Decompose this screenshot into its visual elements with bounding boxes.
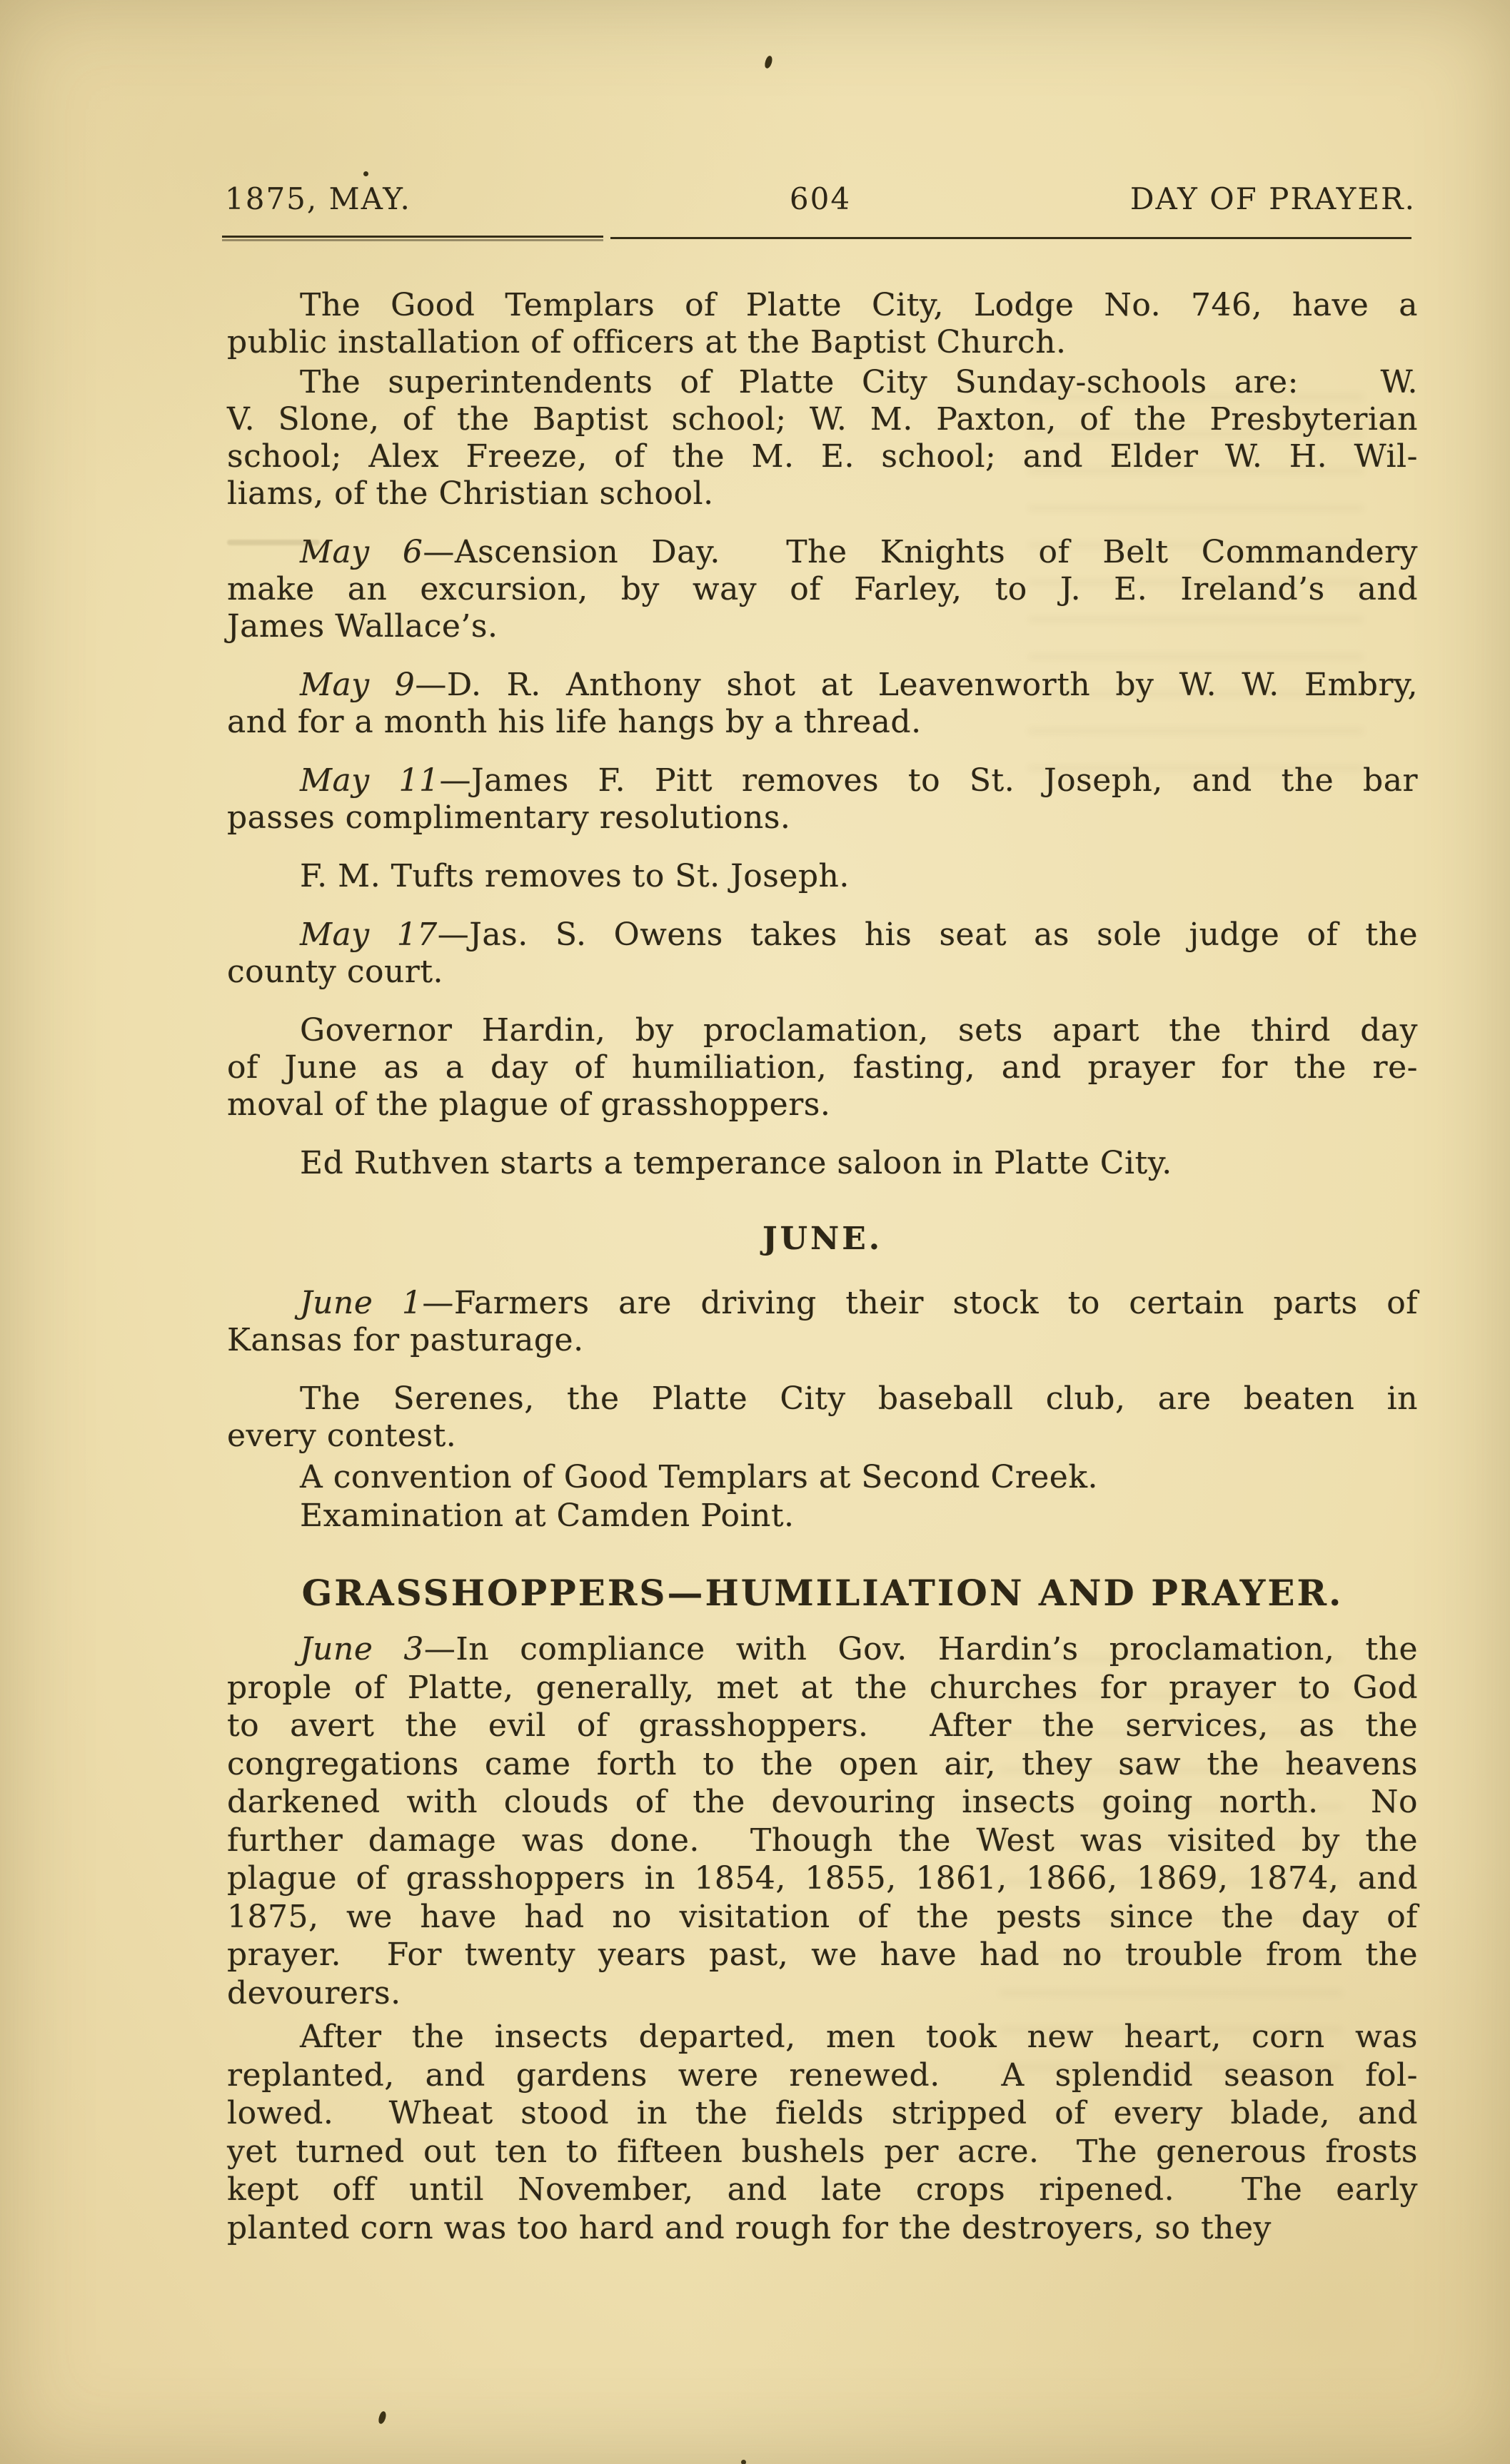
text-run: —D. R. Anthony shot at Leavenworth by W. W. Embry, [415,667,1419,703]
text-line [227,324,1418,361]
text-line [227,2056,1418,2095]
paragraph [227,1145,1418,1182]
section-heading-grasshoppers: GRASSHOPPERS—HUMILIATION AND PRAYER. [301,1572,1344,1614]
text-run: prople of Platte, generally, met at the churches for prayer to God [227,1669,1418,1706]
paragraph [227,762,1418,837]
text-run: Ed Ruthven starts a temperance saloon in Platte City. [300,1145,1172,1181]
date-italic: May 9 [300,667,416,703]
text-line [227,287,1418,324]
text-line [227,364,1418,401]
text-run: plague of grasshoppers in 1854, 1855, 1861, 1866, 1869, 1874, and [227,1860,1418,1897]
text-line [227,1630,1418,1669]
header-rule-right-segment [610,237,1411,239]
text-run: moval of the plague of grasshoppers. [227,1086,831,1123]
paragraph [227,534,1418,645]
header-date: 1875, MAY. [225,181,411,216]
text-line [227,1086,1418,1124]
text-line [227,1049,1418,1086]
text-line [227,858,1418,895]
text-run: —Farmers are driving their stock to certain parts of [422,1285,1419,1321]
text-run: F. M. Tufts removes to St. Joseph. [300,858,850,894]
page-header [225,183,1416,216]
text-line [227,1669,1418,1707]
text-run: public installation of officers at the Baptist Church. [227,324,1067,360]
paragraph [227,364,1418,513]
text-line [227,2094,1418,2133]
text-run: of June as a day of humiliation, fasting, and prayer for the re- [227,1049,1418,1086]
text-run: —James F. Pitt removes to St. Joseph, and the bar [439,762,1418,799]
text-run: kept off until November, and late crops ripened. The early [227,2171,1418,2208]
text-run: devourers. [227,1974,401,2011]
text-run: 1875, we have had no visitation of the pests since the day of [227,1898,1418,1935]
text-run: Governor Hardin, by proclamation, sets apart the third day [300,1012,1418,1049]
text-run: county court. [227,954,444,990]
paragraph [227,287,1418,361]
text-run: school; Alex Freeze, of the M. E. school; and Elder W. H. Wil- [227,438,1418,475]
text-run: James Wallace’s. [227,608,498,645]
date-italic: May 11 [300,762,440,799]
text-line [227,2133,1418,2171]
scan-speck [741,2460,746,2464]
text-run: to avert the evil of grasshoppers. After the services, as the [227,1707,1418,1744]
header-running-title: DAY OF PRAYER. [1129,181,1416,216]
header-rule [222,236,1411,241]
text-run: —Ascension Day. The Knights of Belt Commandery [423,534,1419,570]
date-italic: May 6 [300,534,423,570]
text-line [227,1498,1418,1535]
text-line [227,534,1418,571]
text-line [227,401,1418,438]
text-line [227,1859,1418,1898]
section-heading-june: JUNE. [762,1221,883,1257]
text-line [227,2171,1418,2209]
text-run: prayer. For twenty years past, we have had no trouble from the [227,1937,1418,1973]
text-line [227,1745,1418,1784]
text-line [227,1459,1418,1496]
text-run: —In compliance with Gov. Hardin’s proclamation, the [423,1631,1418,1667]
paragraph [227,1498,1418,1535]
text-run: replanted, and gardens were renewed. A splendid season fol- [227,2056,1418,2094]
text-line [227,704,1418,741]
scan-speck [363,171,368,176]
text-line [227,438,1418,475]
text-run: The Serenes, the Platte City baseball club, are beaten in [300,1380,1418,1417]
scan-speck [377,2410,387,2425]
text-line [227,1012,1418,1049]
text-run: A convention of Good Templars at Second Creek. [300,1459,1098,1495]
text-run: After the insects departed, men took new heart, corn was [300,2019,1418,2055]
paragraph [227,667,1418,741]
page-number: 604 [789,181,852,216]
text-line [227,667,1418,704]
text-line [227,1418,1418,1455]
paragraph [227,1285,1418,1359]
text-line [227,1936,1418,1974]
paragraph [227,2018,1418,2247]
text-line [227,571,1418,608]
text-run: lowed. Wheat stood in the fields stripped of every blade, and [227,2095,1418,2131]
text-run: every contest. [227,1418,457,1454]
text-line [227,475,1418,513]
page-body [227,287,1418,2247]
text-line [227,1285,1418,1322]
text-run: congregations came forth to the open air, they saw the heavens [227,1745,1418,1782]
text-run: and for a month his life hangs by a thread. [227,704,922,740]
text-run: passes complimentary resolutions. [227,799,791,836]
text-run: Examination at Camden Point. [300,1498,795,1534]
scan-smear [227,540,320,545]
text-line [227,799,1418,837]
text-line [227,1145,1418,1182]
text-line [227,954,1418,991]
date-italic: June 3 [300,1631,424,1667]
text-run: planted corn was too hard and rough for the destroyers, so they [227,2209,1272,2246]
text-line [227,608,1418,645]
text-line [227,917,1418,954]
paragraph [227,1459,1418,1496]
date-italic: June 1 [300,1285,423,1321]
text-run: further damage was done. Though the West was visited by the [227,1822,1418,1859]
text-line [227,2209,1418,2248]
date-italic: May 17 [300,917,438,953]
text-run: darkened with clouds of the devouring insects going north. No [227,1784,1418,1820]
text-run: yet turned out ten to fifteen bushels per acre. The generous frosts [227,2133,1418,2170]
text-line [227,1974,1418,2013]
text-line [227,2018,1418,2056]
paragraph [227,917,1418,991]
paragraph [227,1630,1418,2012]
text-line [227,1322,1418,1359]
text-run: make an excursion, by way of Farley, to J. E. Ireland’s and [227,571,1418,607]
scan-speck [763,55,773,69]
text-line [227,1822,1418,1860]
text-line [227,1898,1418,1937]
text-run: Kansas for pasturage. [227,1322,584,1358]
header-rule-left-segment [222,236,603,238]
paragraph [227,1012,1418,1124]
text-run: The superintendents of Platte City Sunday-schools are: W. [300,364,1418,400]
text-line [227,762,1418,799]
text-line [227,1380,1418,1418]
text-run: —Jas. S. Owens takes his seat as sole judge of the [437,917,1418,953]
text-run: The Good Templars of Platte City, Lodge No. 746, have a [300,287,1418,323]
text-run: liams, of the Christian school. [227,475,714,512]
text-line [227,1783,1418,1822]
paragraph [227,1380,1418,1455]
text-line [227,1707,1418,1745]
paragraph [227,858,1418,895]
text-run: V. Slone, of the Baptist school; W. M. Paxton, of the Presbyterian [227,401,1418,438]
